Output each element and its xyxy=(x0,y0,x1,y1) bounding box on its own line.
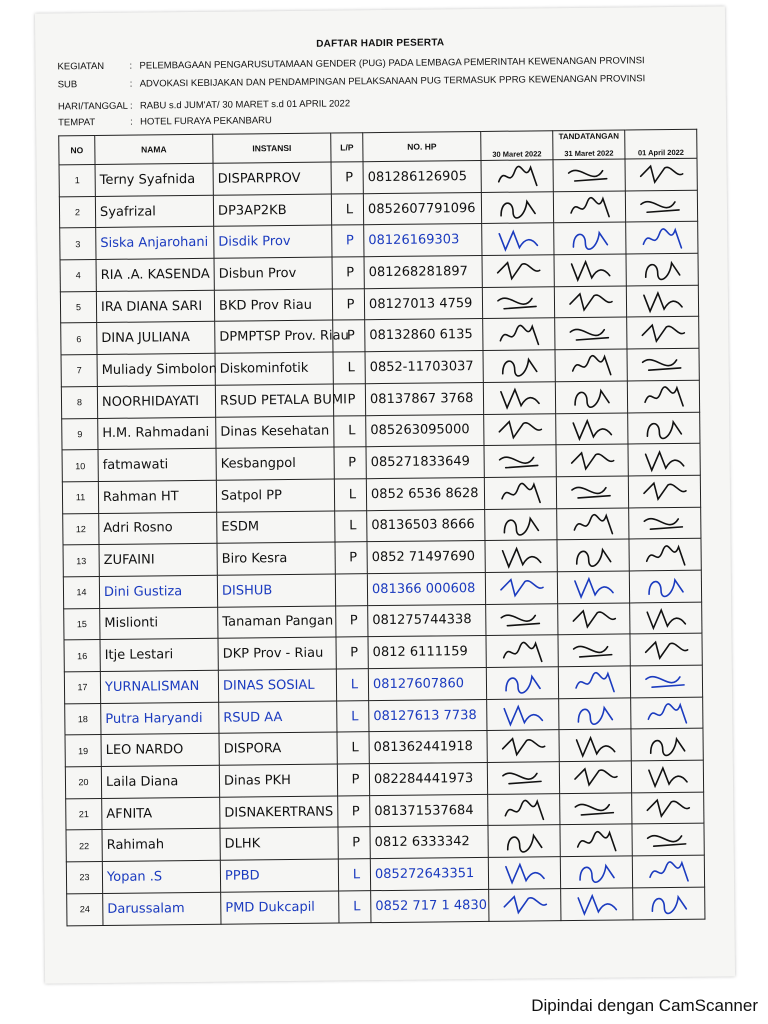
signature-cell xyxy=(556,444,628,476)
row-instansi: DP3AP2KB xyxy=(213,194,331,227)
signature-cell xyxy=(630,602,702,634)
row-nama: Syafrizal xyxy=(95,195,213,228)
row-nama: AFNITA xyxy=(102,797,220,830)
signature-mark xyxy=(635,287,689,316)
signature-mark xyxy=(491,225,545,254)
row-hp: 082284441973 xyxy=(369,763,487,796)
row-no: 13 xyxy=(63,545,99,577)
row-nama: Putra Haryandi xyxy=(101,702,219,735)
signature-cell xyxy=(628,412,700,444)
signature-mark xyxy=(563,224,617,253)
row-nama: Terny Syafnida xyxy=(95,163,213,196)
signature-mark xyxy=(639,667,693,696)
signature-cell xyxy=(488,857,560,889)
signature-cell xyxy=(559,698,631,730)
signature-cell xyxy=(556,476,628,508)
row-no: 18 xyxy=(65,703,101,735)
row-hp: 081366 000608 xyxy=(367,572,485,605)
row-instansi: DKP Prov - Riau xyxy=(218,637,336,670)
signature-mark xyxy=(569,826,623,855)
signature-cell xyxy=(555,349,627,381)
row-no: 22 xyxy=(66,830,102,862)
signature-mark xyxy=(496,732,550,761)
row-nama: Siska Anjarohani xyxy=(96,227,214,260)
signature-mark xyxy=(562,193,616,222)
row-instansi: Dinas Kesehatan xyxy=(216,416,334,449)
row-no: 7 xyxy=(61,355,97,387)
signature-cell xyxy=(632,824,704,856)
signature-mark xyxy=(569,795,623,824)
signature-cell xyxy=(487,730,559,762)
signature-cell xyxy=(629,538,701,570)
signature-mark xyxy=(492,352,546,381)
signature-mark xyxy=(496,700,550,729)
row-lp: L xyxy=(336,669,368,701)
signature-cell xyxy=(484,413,556,445)
signature-cell xyxy=(482,223,554,255)
row-lp: L xyxy=(337,732,369,764)
row-instansi: Tanaman Pangan xyxy=(218,606,336,639)
row-instansi: Satpol PP xyxy=(216,479,334,512)
row-lp: P xyxy=(338,795,370,827)
signature-mark xyxy=(642,889,696,918)
row-lp: L xyxy=(335,510,367,542)
row-instansi: PPBD xyxy=(220,859,338,892)
signature-mark xyxy=(638,540,692,569)
row-nama: Adri Rosno xyxy=(99,512,217,545)
signature-mark xyxy=(640,730,694,759)
signature-mark xyxy=(493,415,547,444)
signature-mark xyxy=(492,383,546,412)
signature-mark xyxy=(637,477,691,506)
col-lp: L/P xyxy=(331,133,363,162)
row-nama: NOORHIDAYATI xyxy=(97,385,215,418)
signature-mark xyxy=(495,669,549,698)
row-instansi: DPMPTSP Prov. Riau xyxy=(215,320,333,353)
row-instansi: RSUD PETALA BUMI xyxy=(215,384,333,417)
row-lp: P xyxy=(334,447,366,479)
signature-cell xyxy=(626,222,698,254)
signature-mark xyxy=(492,320,546,349)
row-nama: H.M. Rahmadani xyxy=(98,417,216,450)
signature-cell xyxy=(553,191,625,223)
signature-cell xyxy=(560,856,632,888)
signature-cell xyxy=(556,412,628,444)
signature-mark xyxy=(635,224,689,253)
signature-mark xyxy=(634,160,688,189)
row-lp: L xyxy=(331,193,363,225)
col-nama: NAMA xyxy=(95,134,213,164)
signature-cell xyxy=(632,792,704,824)
signature-cell xyxy=(486,635,558,667)
row-nama: Laila Diana xyxy=(101,765,219,798)
row-nama: Muliady Simbolon xyxy=(97,353,215,386)
row-no: 17 xyxy=(64,671,100,703)
row-hp: 08137867 3768 xyxy=(365,382,483,415)
row-lp: L xyxy=(337,700,369,732)
row-lp: P xyxy=(333,384,365,416)
row-nama: RIA .A. KASENDA xyxy=(96,258,214,291)
row-lp: P xyxy=(338,827,370,859)
sheet-title: DAFTAR HADIR PESERTA xyxy=(316,37,445,50)
row-instansi: Disbun Prov xyxy=(214,257,332,290)
row-no: 9 xyxy=(62,418,98,450)
signature-cell xyxy=(484,477,556,509)
row-no: 10 xyxy=(62,450,98,482)
signature-cell xyxy=(481,191,553,223)
row-lp: P xyxy=(333,320,365,352)
signature-mark xyxy=(566,541,620,570)
signature-mark xyxy=(567,605,621,634)
signature-mark xyxy=(495,605,549,634)
row-no: 21 xyxy=(66,798,102,830)
row-hp: 081275744338 xyxy=(368,604,486,637)
row-lp: L xyxy=(334,415,366,447)
row-nama: Itje Lestari xyxy=(100,639,218,672)
row-lp: P xyxy=(337,764,369,796)
row-no: 23 xyxy=(66,862,102,894)
row-hp: 0852 71497690 xyxy=(367,541,485,574)
signature-mark xyxy=(636,382,690,411)
row-hp: 085263095000 xyxy=(366,414,484,447)
signature-mark xyxy=(568,700,622,729)
row-instansi: Disdik Prov xyxy=(214,225,332,258)
signature-mark xyxy=(640,699,694,728)
signature-cell xyxy=(559,761,631,793)
signature-cell xyxy=(561,888,633,920)
attendance-table xyxy=(58,129,705,926)
row-lp: P xyxy=(336,637,368,669)
signature-cell xyxy=(626,285,698,317)
row-no: 20 xyxy=(65,767,101,799)
row-hp: 08126169303 xyxy=(364,224,482,257)
signature-cell xyxy=(488,825,560,857)
col-tandatangan: TANDATANGAN xyxy=(558,131,620,142)
row-lp: P xyxy=(331,162,363,194)
signature-cell xyxy=(483,318,555,350)
row-instansi: DLHK xyxy=(220,827,338,860)
signature-mark xyxy=(638,509,692,538)
row-hp: 0852 6536 8628 xyxy=(366,477,484,510)
signature-cell xyxy=(484,445,556,477)
row-no: 2 xyxy=(59,196,95,228)
signature-cell xyxy=(629,570,701,602)
signature-mark xyxy=(569,858,623,887)
row-lp: L xyxy=(339,890,371,922)
row-no: 12 xyxy=(63,513,99,545)
row-lp xyxy=(335,574,367,606)
signature-cell xyxy=(482,286,554,318)
signature-cell xyxy=(629,507,701,539)
signature-mark xyxy=(637,445,691,474)
meta-sub: SUB : ADVOKASI KEBIJAKAN DAN PENDAMPINGAN PELAKSANAAN PUG TERMASUK PPRG KEWENANGAN PROVINSI xyxy=(57,73,646,91)
signature-cell xyxy=(560,793,632,825)
signature-mark xyxy=(640,762,694,791)
signature-cell xyxy=(485,508,557,540)
signature-cell xyxy=(627,317,699,349)
signature-cell xyxy=(628,443,700,475)
col-date-2: TANDATANGAN 31 Maret 2022 xyxy=(553,130,625,160)
row-lp: P xyxy=(332,257,364,289)
row-nama: Darussalam xyxy=(103,892,221,925)
meta-tempat: TEMPAT : HOTEL FURAYA PEKANBARU xyxy=(58,115,272,129)
row-nama: IRA DIANA SARI xyxy=(96,290,214,323)
signature-mark xyxy=(565,478,619,507)
signature-mark xyxy=(567,636,621,665)
meta-hari-tanggal: HARI/TANGGAL : RABU s.d JUM'AT/ 30 MARET s.d 01 APRIL 2022 xyxy=(57,98,351,113)
row-no: 3 xyxy=(60,228,96,260)
signature-mark xyxy=(639,604,693,633)
row-hp: 08127013 4759 xyxy=(364,287,482,320)
row-no: 4 xyxy=(60,260,96,292)
signature-mark xyxy=(490,193,544,222)
signature-cell xyxy=(628,475,700,507)
signature-cell xyxy=(487,762,559,794)
signature-cell xyxy=(486,603,558,635)
row-nama: Mislionti xyxy=(100,607,218,640)
col-hp: NO. HP xyxy=(363,131,481,161)
row-no: 24 xyxy=(67,893,103,925)
signature-cell xyxy=(630,665,702,697)
signature-mark xyxy=(636,319,690,348)
signature-mark xyxy=(493,447,547,476)
row-hp: 0852-11703037 xyxy=(365,351,483,384)
row-no: 5 xyxy=(60,291,96,323)
row-lp: L xyxy=(338,859,370,891)
row-hp: 081286126905 xyxy=(363,160,481,193)
row-no: 19 xyxy=(65,735,101,767)
row-no: 6 xyxy=(61,323,97,355)
row-instansi: BKD Prov Riau xyxy=(214,289,332,322)
signature-cell xyxy=(625,158,697,190)
signature-cell xyxy=(483,350,555,382)
row-nama: Yopan .S xyxy=(102,860,220,893)
signature-cell xyxy=(557,508,629,540)
signature-mark xyxy=(563,256,617,285)
signature-cell xyxy=(486,667,558,699)
row-hp: 0812 6111159 xyxy=(368,636,486,669)
row-no: 1 xyxy=(59,165,95,197)
row-instansi: PMD Dukcapil xyxy=(221,891,339,924)
signature-cell xyxy=(632,855,704,887)
signature-cell xyxy=(553,159,625,191)
signature-mark xyxy=(497,859,551,888)
row-lp: L xyxy=(333,352,365,384)
signature-mark xyxy=(564,319,618,348)
signature-cell xyxy=(558,634,630,666)
signature-cell xyxy=(557,571,629,603)
row-instansi: DISPARPROV xyxy=(213,162,331,195)
row-instansi: DISHUB xyxy=(217,574,335,607)
signature-cell xyxy=(487,698,559,730)
signature-mark xyxy=(498,890,552,919)
signature-mark xyxy=(641,794,695,823)
signature-cell xyxy=(631,760,703,792)
row-lp: L xyxy=(334,479,366,511)
signature-cell xyxy=(554,286,626,318)
col-instansi: INSTANSI xyxy=(213,133,331,163)
row-lp: P xyxy=(335,542,367,574)
signature-cell xyxy=(625,190,697,222)
meta-kegiatan: KEGIATAN : PELEMBAGAAN PENGARUSUTAMAAN GENDER (PUG) PADA LEMBAGA PEMERINTAH KEWENANGAN PROVINSI xyxy=(57,55,645,73)
col-date-3: 01 April 2022 xyxy=(625,129,697,159)
row-nama: DINA JULIANA xyxy=(97,322,215,355)
signature-mark xyxy=(638,572,692,601)
row-hp: 085272643351 xyxy=(370,858,488,891)
signature-mark xyxy=(497,827,551,856)
row-nama: YURNALISMAN xyxy=(100,670,218,703)
col-no: NO xyxy=(59,136,95,165)
row-lp: P xyxy=(332,288,364,320)
signature-mark xyxy=(490,162,544,191)
signature-mark xyxy=(495,637,549,666)
row-hp: 0852 717 1 4830 xyxy=(371,889,489,922)
row-hp: 08132860 6135 xyxy=(365,319,483,352)
row-no: 8 xyxy=(61,386,97,418)
row-instansi: ESDM xyxy=(217,511,335,544)
signature-mark xyxy=(566,509,620,538)
signature-cell xyxy=(627,380,699,412)
table-row xyxy=(67,887,705,925)
row-no: 16 xyxy=(64,640,100,672)
signature-cell xyxy=(483,382,555,414)
signature-mark xyxy=(568,763,622,792)
row-hp: 08127607860 xyxy=(368,667,486,700)
row-no: 14 xyxy=(63,576,99,608)
signature-mark xyxy=(636,350,690,379)
camscanner-footer: Dipindai dengan CamScanner xyxy=(531,996,758,1015)
signature-cell xyxy=(631,697,703,729)
row-instansi: DINAS SOSIAL xyxy=(218,669,336,702)
signature-mark xyxy=(565,414,619,443)
signature-mark xyxy=(494,510,548,539)
signature-cell xyxy=(554,254,626,286)
attendance-sheet xyxy=(35,6,735,983)
signature-mark xyxy=(637,414,691,443)
row-hp: 0852607791096 xyxy=(363,192,481,225)
row-instansi: DISPORA xyxy=(219,732,337,765)
row-instansi: Kesbangpol xyxy=(216,447,334,480)
signature-cell xyxy=(633,887,705,919)
signature-cell xyxy=(488,793,560,825)
signature-cell xyxy=(630,634,702,666)
signature-cell xyxy=(555,381,627,413)
signature-mark xyxy=(494,542,548,571)
row-lp: P xyxy=(336,605,368,637)
signature-cell xyxy=(627,348,699,380)
signature-cell xyxy=(485,572,557,604)
signature-mark xyxy=(497,795,551,824)
signature-cell xyxy=(558,603,630,635)
signature-cell xyxy=(558,666,630,698)
signature-mark xyxy=(567,668,621,697)
row-no: 11 xyxy=(62,481,98,513)
signature-mark xyxy=(641,857,695,886)
signature-cell xyxy=(485,540,557,572)
row-nama: ZUFAINI xyxy=(99,544,217,577)
signature-cell xyxy=(481,160,553,192)
signature-mark xyxy=(496,764,550,793)
row-instansi: Diskominfotik xyxy=(215,352,333,385)
row-nama: Dini Gustiza xyxy=(99,575,217,608)
row-hp: 081371537684 xyxy=(370,794,488,827)
signature-mark xyxy=(570,890,624,919)
row-instansi: DISNAKERTRANS xyxy=(220,796,338,829)
col-date-1: 30 Maret 2022 xyxy=(481,131,553,161)
row-instansi: RSUD AA xyxy=(219,701,337,734)
signature-mark xyxy=(491,288,545,317)
signature-cell xyxy=(631,729,703,761)
signature-mark xyxy=(562,161,616,190)
signature-mark xyxy=(639,635,693,664)
signature-cell xyxy=(555,317,627,349)
row-hp: 085271833649 xyxy=(366,446,484,479)
row-hp: 081268281897 xyxy=(364,256,482,289)
row-instansi: Biro Kesra xyxy=(217,542,335,575)
row-nama: Rahimah xyxy=(102,829,220,862)
signature-mark xyxy=(491,257,545,286)
row-hp: 081362441918 xyxy=(369,731,487,764)
row-hp: 08136503 8666 xyxy=(367,509,485,542)
signature-mark xyxy=(564,383,618,412)
signature-mark xyxy=(494,574,548,603)
signature-mark xyxy=(641,826,695,855)
row-nama: fatmawati xyxy=(98,448,216,481)
signature-mark xyxy=(563,288,617,317)
row-instansi: Dinas PKH xyxy=(219,764,337,797)
row-hp: 08127613 7738 xyxy=(369,699,487,732)
signature-mark xyxy=(566,573,620,602)
signature-mark xyxy=(564,351,618,380)
signature-cell xyxy=(482,255,554,287)
signature-mark xyxy=(568,731,622,760)
signature-cell xyxy=(560,824,632,856)
signature-cell xyxy=(557,539,629,571)
row-nama: LEO NARDO xyxy=(101,734,219,767)
signature-mark xyxy=(635,255,689,284)
row-no: 15 xyxy=(64,608,100,640)
signature-mark xyxy=(493,479,547,508)
row-hp: 0812 6333342 xyxy=(370,826,488,859)
signature-cell xyxy=(554,222,626,254)
signature-cell xyxy=(489,888,561,920)
signature-cell xyxy=(559,729,631,761)
row-lp: P xyxy=(332,225,364,257)
row-nama: Rahman HT xyxy=(98,480,216,513)
signature-mark xyxy=(565,446,619,475)
signature-mark xyxy=(634,192,688,221)
signature-cell xyxy=(626,253,698,285)
